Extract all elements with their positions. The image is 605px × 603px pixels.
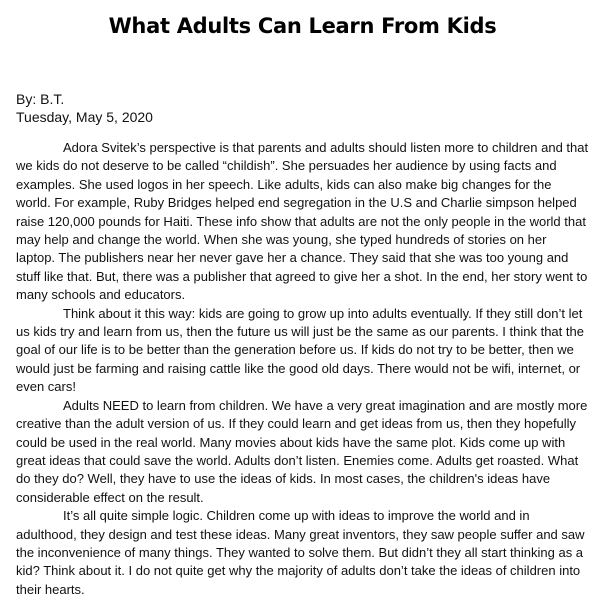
document-body xyxy=(16,139,589,599)
author-byline: By: B.T. xyxy=(16,91,65,107)
publication-date: Tuesday, May 5, 2020 xyxy=(16,109,153,125)
paragraph: Adults NEED to learn from children. We have a very great imagination and are mostly more creative than the adult version of us. If they could learn and get ideas from us, then they hopefully could be used in the real world. Many movies about kids have the same plot. Kids come up with great ideas that could save the world. Adults don’t listen. Enemies come. Adults get roasted. What do they do? Well, they have to use the ideas of kids. In most cases, the children's ideas have considerable effect on the result. xyxy=(16,397,588,505)
paragraph: Think about it this way: kids are going to grow up into adults eventually. If they still don’t let us kids try and learn from us, then the future us will just be the same as our parents. I think that the goal of our life is to be better than the generation before us. If kids do not try to be better, then we would just be farming and raising cattle like the good old days. There would not be wifi, internet, or even cars! xyxy=(16,305,584,395)
paragraph: Adora Svitek’s perspective is that parents and adults should listen more to children and that we kids do not deserve to be called “childish”. She persuades her audience by using facts and examples. She used logos in her speech. Like adults, kids can also make big changes for the world. For example, Ruby Bridges helped end segregation in the U.S and Charlie simpson helped raise 120,000 pounds for Haiti. These info show that adults are not the only people in the world that may help and change the world. When she was young, she typed hundreds of stories on her laptop. The publishers near her never gave her a chance. They said that she was too young and stuff like that. But, there was a publisher that agreed to give her a shot. In the end, her story went to many schools and educators. xyxy=(16,140,589,303)
document-title: What Adults Can Learn From Kids xyxy=(108,14,497,38)
paragraph: It’s all quite simple logic. Children come up with ideas to improve the world and in adulthood, they design and test these ideas. Many great inventors, they saw people suffer and saw the inconvenience of many things. They wanted to solve them. But didn’t they all start thinking as a kid? Think about it. I do not quite get why the majority of adults don’t take the ideas of children into their hearts. xyxy=(16,508,585,597)
